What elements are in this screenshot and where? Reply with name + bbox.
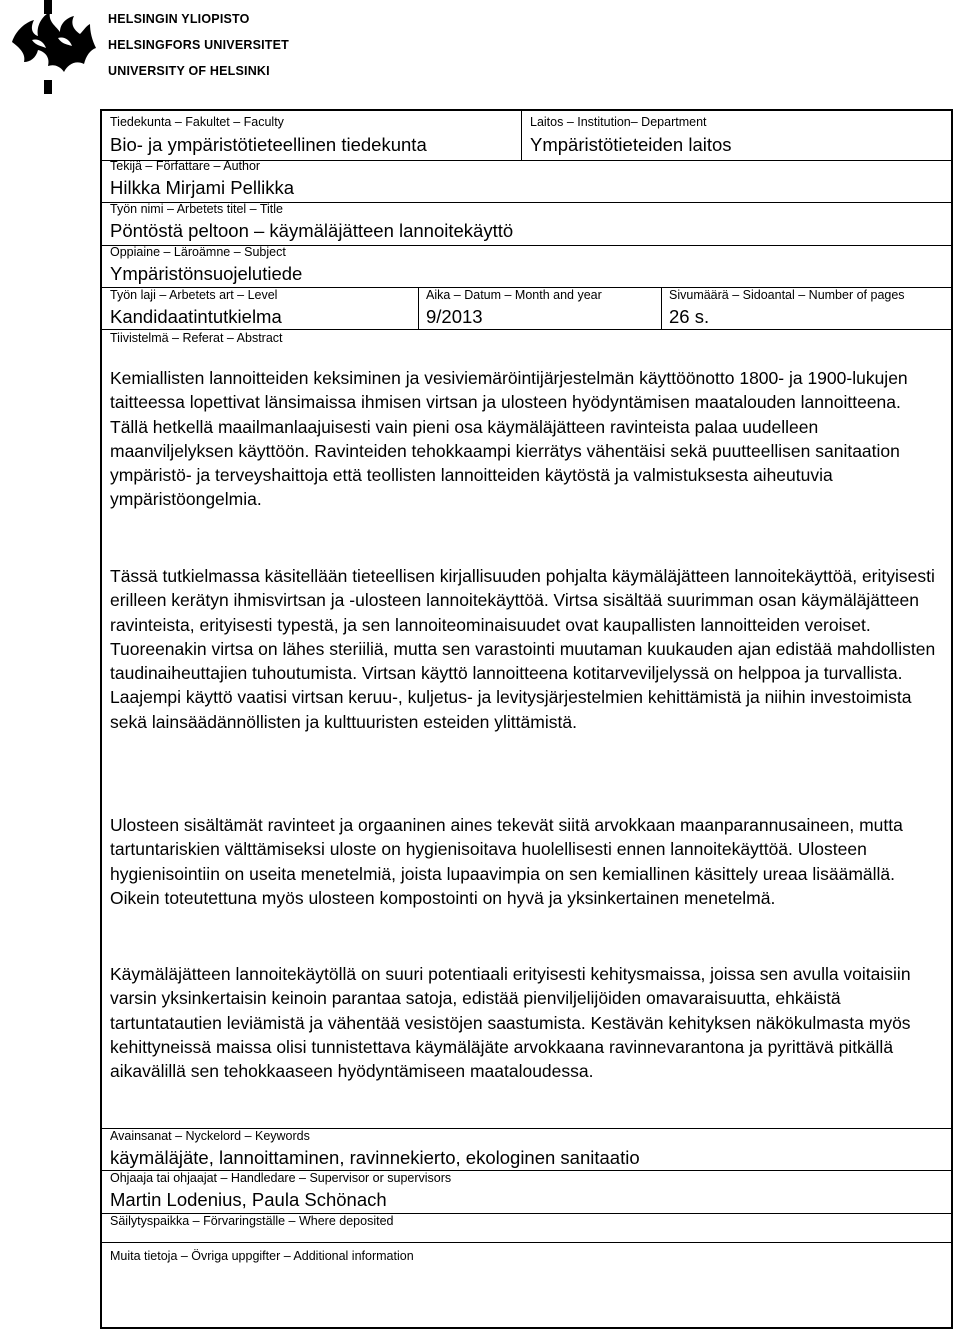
abstract-paragraph: Ulosteen sisältämät ravinteet ja orgaaninen aines tekevät siitä arvokkaan maanparannusaineen, mutta tartuntariskien välttämiseksi uloste on hygienisoitava huolellisesti ennen lannoitekäyttöä. Ulosteen hygienisointiin on useita menetelmiä, joista lupaavimpia on sen kemiallinen käsittely ureaa lisäämällä. Oikein toteutettuna myös ulosteen kompostointi on hyvä ja yksinkertainen menetelmä. [110, 815, 903, 908]
divider [101, 1242, 951, 1243]
divider [101, 329, 951, 330]
abstract-paragraph: Tässä tutkielmassa käsitellään tieteellisen kirjallisuuden pohjalta käymäläjätteen lannoitekäyttöä, erityisesti erilleen kerätyn ihmisvirtsan ja -ulosteen lannoitekäyttöä. Virtsa sisältää suurimman osan käymäläjätteen ravinteista, erityisesti typestä, ja sen lannoiteominaisuudet ovat kaupallisten lannoitteiden veroiset. Tuoreenakin virtsa on lähes steriiliä, mutta sen varastointi muutaman kuukauden ajan edistää mahdollisten taudinaiheuttajien tuhoutumista. Virtsan käyttö lannoitteena kotitarveviljelyssä on helppoa ja turvallista. Laajempi käyttö vaatisi virtsan keruu-, kuljetus- ja levitysjärjestelmien kehittämistä ja niihin investoimista sekä lainsäädännöllisten ja kulttuuristen esteiden ylittämistä. [110, 566, 936, 732]
keywords-label: Avainsanat – Nyckelord – Keywords [110, 1129, 310, 1143]
level-label: Työn laji – Arbetets art – Level [110, 288, 278, 302]
department-label: Laitos – Institution– Department [530, 115, 707, 129]
supervisors-label: Ohjaaja tai ohjaajat – Handledare – Supervisor or supervisors [110, 1171, 452, 1185]
pages-value: 26 s. [669, 306, 710, 327]
university-logo [0, 0, 300, 95]
keywords-value: käymäläjäte, lannoittaminen, ravinnekierto, ekologinen sanitaatio [110, 1147, 640, 1168]
title-label: Työn nimi – Arbetets titel – Title [110, 202, 283, 216]
logo-text-english: UNIVERSITY OF HELSINKI [108, 64, 270, 78]
faculty-value: Bio- ja ympäristötieteellinen tiedekunta [110, 134, 427, 155]
abstract-body [110, 962, 940, 1083]
supervisors-value: Martin Lodenius, Paula Schönach [110, 1189, 387, 1210]
logo-text-swedish: HELSINGFORS UNIVERSITET [108, 38, 290, 52]
level-value: Kandidaatintutkielma [110, 306, 282, 327]
abstract-body [110, 366, 940, 512]
subject-value: Ympäristönsuojelutiede [110, 263, 303, 284]
date-value: 9/2013 [426, 306, 483, 327]
deposited-label: Säilytyspaikka – Förvaringställe – Where deposited [110, 1214, 394, 1228]
flame-logo-icon [2, 0, 102, 95]
column-divider [418, 287, 419, 330]
abstract-body [110, 813, 940, 910]
subject-label: Oppiaine – Läroämne – Subject [110, 245, 286, 259]
title-value: Pöntöstä peltoon – käymäläjätteen lannoitekäyttö [110, 220, 514, 241]
additional-info-label: Muita tietoja – Övriga uppgifter – Additional information [110, 1249, 414, 1263]
column-divider [521, 110, 522, 161]
abstract-label: Tiivistelmä – Referat – Abstract [110, 331, 283, 345]
author-label: Tekijä – Författare – Author [110, 159, 261, 173]
abstract-body [110, 564, 940, 734]
column-divider [661, 287, 662, 330]
faculty-label: Tiedekunta – Fakultet – Faculty [110, 115, 284, 129]
abstract-paragraph: Käymäläjätteen lannoitekäytöllä on suuri potentiaali erityisesti kehitysmaissa, joissa sen avulla voitaisiin varsin yksinkertaisin keinoin parantaa satoja, edistää pienviljelijöiden omavaraisuutta, ehkäistä tartuntatautien leviämistä ja vähentää vesistöjen saastumista. Kestävän kehityksen näkökulmasta myös kehittyneissä maissa olisi tunnistettava käymäläjäte arvokkaana ravinnevarantona ja pyrittävä pitkällä aikavälillä sen tehokkaaseen hyödyntämiseen maataloudessa. [110, 964, 911, 1082]
department-value: Ympäristötieteiden laitos [530, 134, 732, 155]
abstract-paragraph: Kemiallisten lannoitteiden keksiminen ja vesiviemäröintijärjestelmän käyttöönotto 1800- ja 1900-lukujen taitteessa lopettivat länsimaissa ihmisen virtsan ja ulosteen hyödyntämisen maatalouden lannoitteena. Tällä hetkellä maailmanlaajuisesti vain pieni osa käymäläjätteen ravinteista palaa uudelleen maanviljelyksen käyttöön. Ravinteiden tehokkaampi kierrätys vähentäisi sekä puutteellisen sanitaation ympäristö- ja terveyshaittoja että teollisten lannoitteiden käytöstä ja valmistuksesta aiheutuvia ympäristöongelmia. [110, 368, 908, 510]
date-label: Aika – Datum – Month and year [426, 288, 602, 302]
pages-label: Sivumäärä – Sidoantal – Number of pages [669, 288, 905, 302]
logo-text-finnish: HELSINGIN YLIOPISTO [108, 12, 250, 26]
author-value: Hilkka Mirjami Pellikka [110, 177, 294, 198]
